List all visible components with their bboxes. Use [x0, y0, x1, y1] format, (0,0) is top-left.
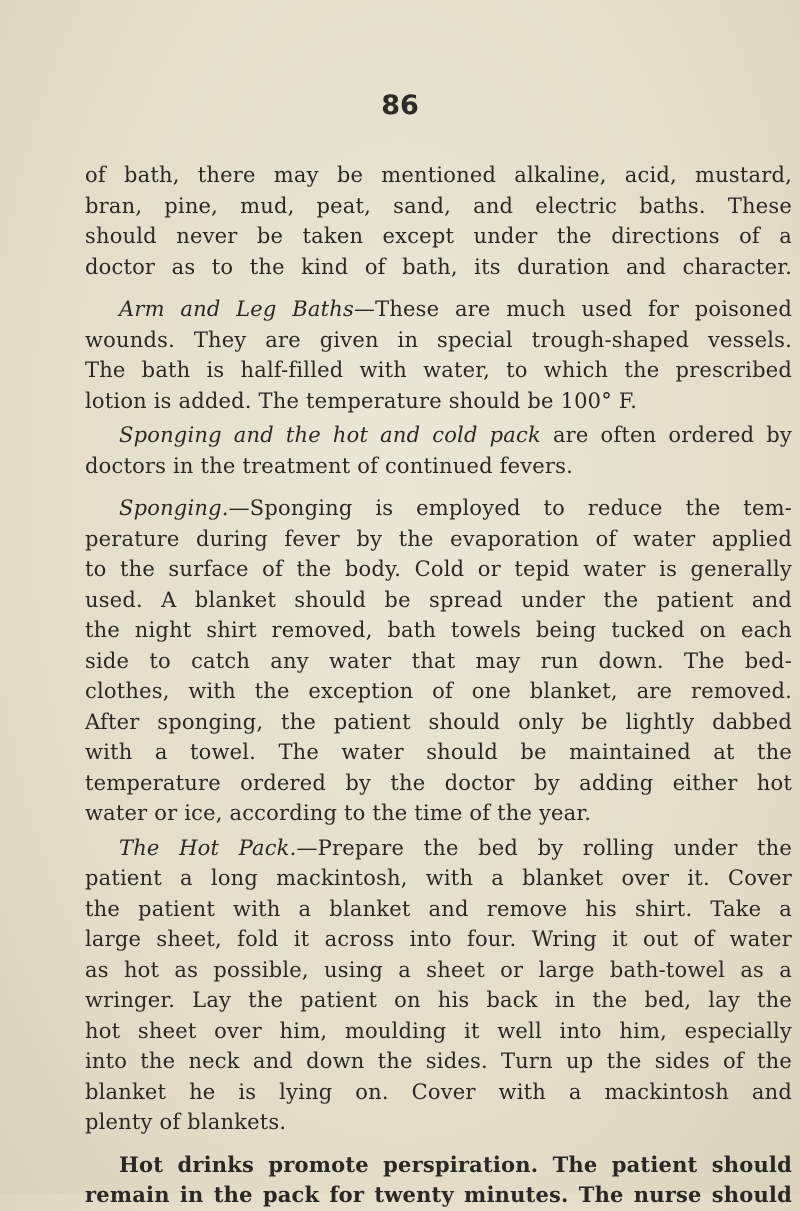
page-number: 86	[381, 90, 419, 121]
paragraph-heading: Sponging.	[119, 496, 229, 520]
paragraph	[85, 420, 792, 481]
text-line	[85, 420, 792, 451]
text-line: temperature ordered by the doctor by adding either hot	[85, 770, 792, 795]
text-run: —Prepare the bed by rolling under the	[296, 835, 792, 860]
text-run: —Sponging is employed to reduce the tem-	[228, 496, 792, 520]
paragraph-heading: The Hot Pack.	[119, 835, 297, 860]
text-line: as hot as possible, using a sheet or large bath-towel as a	[85, 957, 792, 982]
paragraph	[85, 294, 792, 416]
paragraph-heading: Arm and Leg Baths	[119, 297, 354, 321]
text-line: wounds. They are given in special trough-shaped vessels.	[85, 327, 792, 352]
paragraph	[85, 1150, 792, 1211]
text-line: should never be taken except under the directions of a	[85, 224, 792, 248]
text-line: bran, pine, mud, peat, sand, and electric baths. These	[85, 193, 792, 218]
text-line: hot sheet over him, moulding it well into him, especially	[85, 1018, 792, 1043]
text-line: to the surface of the body. Cold or tepid water is generally	[85, 557, 792, 581]
text-line: The bath is half-filled with water, to which the prescribed	[85, 358, 792, 382]
text-line: lotion is added. The temperature should be 100° F.	[85, 388, 638, 413]
text-line: used. A blanket should be spread under the patient and	[85, 587, 792, 612]
text-line	[85, 493, 792, 524]
text-line: the night shirt removed, bath towels being tucked on each	[85, 618, 792, 642]
paragraph	[85, 160, 792, 282]
paragraph-heading: Sponging and the hot and cold pack	[119, 423, 541, 447]
text-run: —These are much used for poisoned	[353, 297, 792, 321]
text-line: into the neck and down the sides. Turn up the sides of the	[85, 1049, 792, 1073]
paragraph	[85, 493, 792, 829]
text-run: are often ordered by	[540, 423, 792, 447]
body-text	[85, 160, 792, 1211]
text-line: doctor as to the kind of bath, its duration and character.	[85, 254, 792, 279]
text-line	[85, 833, 792, 864]
text-line: plenty of blankets.	[85, 1110, 287, 1134]
text-line: water or ice, according to the time of the year.	[85, 801, 592, 825]
text-line: remain in the pack for twenty minutes. The nurse should	[85, 1182, 792, 1207]
text-line: perature during fever by the evaporation of water applied	[85, 526, 792, 551]
paragraph	[85, 833, 792, 1138]
text-line: blanket he is lying on. Cover with a mackintosh and	[85, 1079, 792, 1104]
text-line	[85, 294, 792, 325]
text-line: with a towel. The water should be maintained at the	[85, 740, 792, 764]
text-line: side to catch any water that may run down. The bed-	[85, 648, 792, 673]
text-line: large sheet, fold it across into four. Wring it out of water	[85, 927, 792, 951]
text-line: After sponging, the patient should only be lightly dabbed	[85, 709, 792, 734]
text-line: patient a long mackintosh, with a blanket over it. Cover	[85, 866, 792, 890]
text-line: the patient with a blanket and remove his shirt. Take a	[85, 896, 792, 921]
text-line: wringer. Lay the patient on his back in the bed, lay the	[85, 988, 792, 1012]
text-line: clothes, with the exception of one blanket, are removed.	[85, 679, 792, 703]
text-line: of bath, there may be mentioned alkaline, acid, mustard,	[85, 163, 792, 187]
text-line: Hot drinks promote perspiration. The patient should	[119, 1151, 792, 1177]
text-line: doctors in the treatment of continued fevers.	[85, 453, 574, 478]
